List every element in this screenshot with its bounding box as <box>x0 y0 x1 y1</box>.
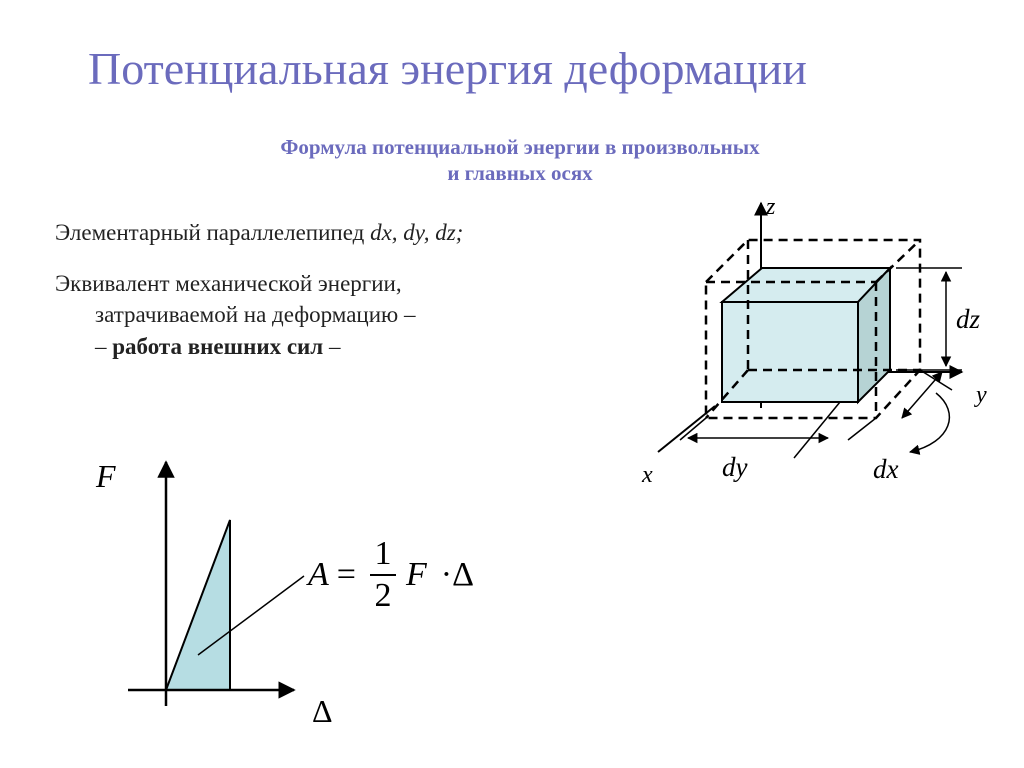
dash-before: – <box>95 334 113 359</box>
dz-label: dz <box>956 304 981 334</box>
energy-text-line-2: затрачиваемой на деформацию – <box>95 302 416 327</box>
slide-title: Потенциальная энергия деформации <box>88 43 807 94</box>
subtitle-line-1: Формула потенциальной энергии в произвольных <box>280 135 760 159</box>
subtitle-line-2: и главных осях <box>447 161 593 185</box>
formula-delta: Δ <box>452 556 474 593</box>
formula-fraction <box>370 534 396 616</box>
fraction-denominator: 2 <box>374 577 392 614</box>
delta-axis-label: Δ <box>312 693 333 729</box>
dash-after: – <box>323 334 341 359</box>
fraction-numerator: 1 <box>374 535 392 572</box>
formula-dot: · <box>440 556 453 593</box>
formula-lhs: A <box>308 556 329 593</box>
parallelepiped-label: Элементарный параллелепипед <box>55 220 371 245</box>
parallelepiped-vars: dx, dy, dz; <box>370 220 464 245</box>
external-work-label: работа внешних сил <box>112 334 324 359</box>
formula-equals: = <box>336 556 356 593</box>
x-axis-label: x <box>642 462 653 488</box>
work-formula <box>308 530 474 620</box>
force-axis-label: F <box>96 458 116 494</box>
z-axis-label: z <box>766 194 776 220</box>
work-area-triangle <box>166 520 230 690</box>
y-axis-label: y <box>976 382 987 408</box>
dx-label: dx <box>873 454 899 484</box>
energy-text-line-1: Эквивалент механической энергии, <box>55 271 402 296</box>
formula-force: F <box>405 556 427 593</box>
dy-label: dy <box>722 452 748 482</box>
